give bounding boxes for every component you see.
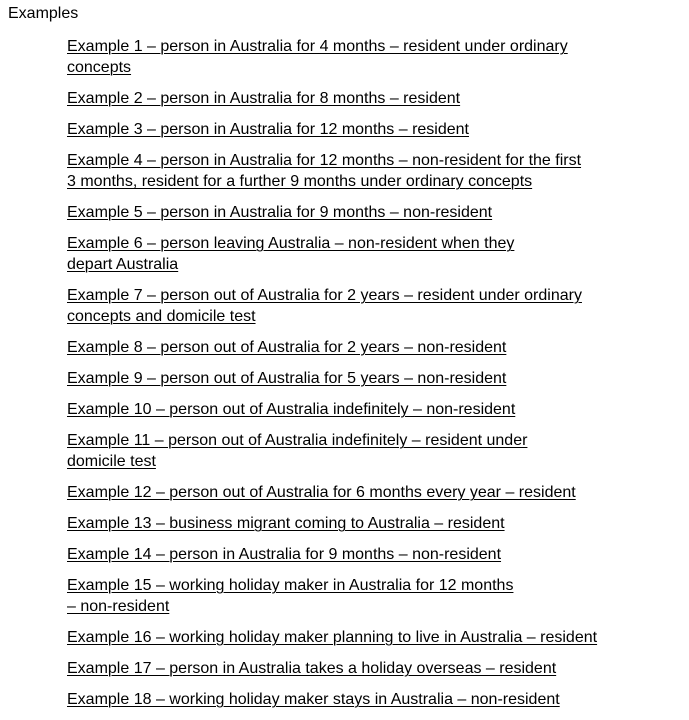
example-link-text: 3 months, resident for a further 9 months under ordinary concepts: [67, 173, 533, 190]
list-item: [67, 88, 683, 109]
example-link-12[interactable]: [67, 482, 683, 503]
example-link-13[interactable]: [67, 513, 683, 534]
list-item: [67, 513, 683, 534]
list-item: [67, 150, 683, 192]
example-link-text: Example 17 – person in Australia takes a holiday overseas – resident: [67, 660, 557, 677]
example-link-text: Example 7 – person out of Australia for 2 years – resident under ordinary: [67, 287, 582, 304]
example-link-14[interactable]: [67, 544, 683, 565]
example-link-3[interactable]: [67, 119, 683, 140]
example-link-text: Example 1 – person in Australia for 4 months – resident under ordinary: [67, 38, 568, 55]
example-link-text: Example 15 – working holiday maker in Australia for 12 months: [67, 577, 514, 594]
example-link-text: Example 3 – person in Australia for 12 months – resident: [67, 121, 469, 138]
example-link-text: depart Australia: [67, 256, 179, 273]
example-link-text: Example 2 – person in Australia for 8 months – resident: [67, 90, 461, 107]
list-item: [67, 482, 683, 503]
list-item: [67, 430, 683, 472]
example-link-text: Example 18 – working holiday maker stays in Australia – non-resident: [67, 691, 560, 708]
list-item: [67, 544, 683, 565]
example-link-4[interactable]: [67, 150, 683, 192]
list-item: [67, 36, 683, 78]
list-item: [67, 285, 683, 327]
example-link-text: Example 14 – person in Australia for 9 months – non-resident: [67, 546, 502, 563]
example-link-1[interactable]: [67, 36, 683, 78]
example-link-text: Example 13 – business migrant coming to Australia – resident: [67, 515, 505, 532]
example-link-text: Example 11 – person out of Australia indefinitely – resident under: [67, 432, 528, 449]
list-item: [67, 202, 683, 223]
example-link-text: domicile test: [67, 453, 156, 470]
list-item: [67, 689, 683, 710]
list-item: [67, 627, 683, 648]
example-link-15[interactable]: [67, 575, 683, 617]
list-item: [67, 337, 683, 358]
list-item: [67, 575, 683, 617]
example-link-text: Example 10 – person out of Australia indefinitely – non-resident: [67, 401, 516, 418]
example-link-text: concepts: [67, 59, 132, 76]
section-heading: Examples: [8, 5, 79, 22]
example-link-9[interactable]: [67, 368, 683, 389]
example-link-text: Example 5 – person in Australia for 9 months – non-resident: [67, 204, 493, 221]
list-item: [67, 658, 683, 679]
example-link-17[interactable]: [67, 658, 683, 679]
example-link-text: Example 4 – person in Australia for 12 months – non-resident for the first: [67, 152, 582, 169]
example-link-18[interactable]: [67, 689, 683, 710]
example-link-11[interactable]: [67, 430, 683, 472]
example-link-2[interactable]: [67, 88, 683, 109]
example-link-text: Example 16 – working holiday maker planning to live in Australia – resident: [67, 629, 598, 646]
example-link-16[interactable]: [67, 627, 683, 648]
example-link-text: concepts and domicile test: [67, 308, 256, 325]
example-link-text: – non-resident: [67, 598, 170, 615]
example-link-text: Example 12 – person out of Australia for 6 months every year – resident: [67, 484, 576, 501]
example-link-10[interactable]: [67, 399, 683, 420]
list-item: [67, 119, 683, 140]
example-link-7[interactable]: [67, 285, 683, 327]
example-link-text: Example 6 – person leaving Australia – non-resident when they: [67, 235, 515, 252]
example-link-6[interactable]: [67, 233, 683, 275]
list-item: [67, 233, 683, 275]
list-item: [67, 399, 683, 420]
example-link-text: Example 9 – person out of Australia for 5 years – non-resident: [67, 370, 507, 387]
example-link-5[interactable]: [67, 202, 683, 223]
example-link-8[interactable]: [67, 337, 683, 358]
example-link-text: Example 8 – person out of Australia for 2 years – non-resident: [67, 339, 507, 356]
list-item: [67, 368, 683, 389]
examples-list: [67, 36, 683, 720]
